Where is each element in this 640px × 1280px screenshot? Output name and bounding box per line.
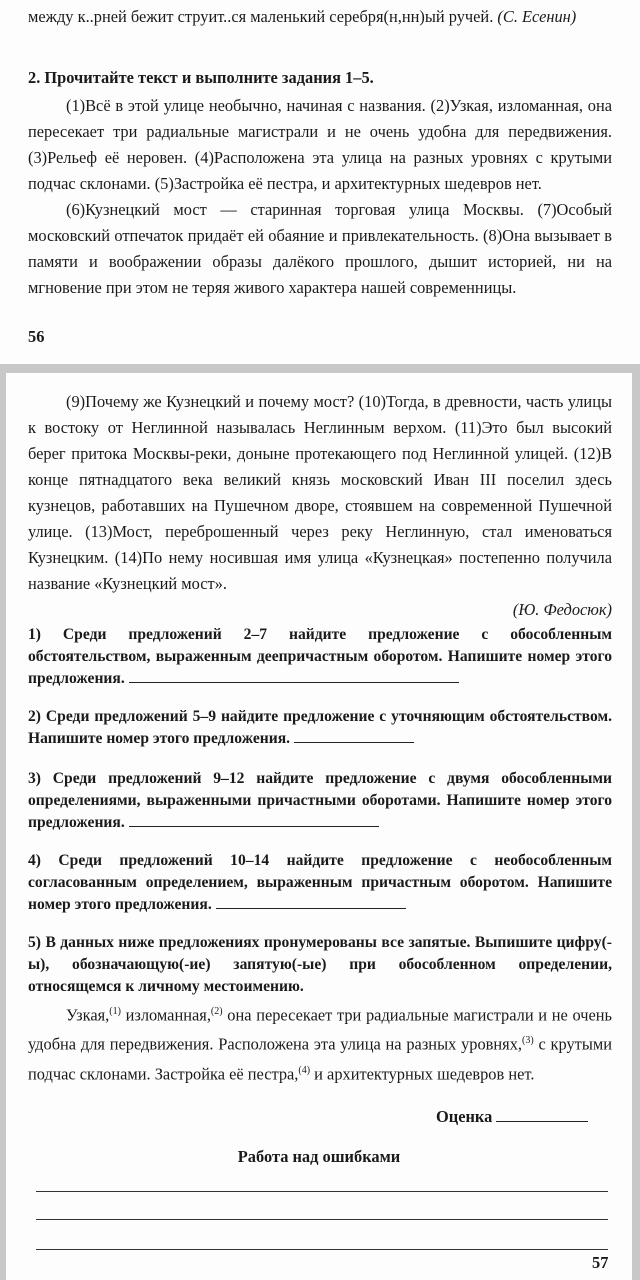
grade-label: Оценка xyxy=(436,1107,493,1126)
answer-blank[interactable] xyxy=(129,814,379,827)
page-number: 57 xyxy=(592,1253,609,1272)
answer-blank[interactable] xyxy=(129,670,459,683)
grade-field xyxy=(436,1107,588,1127)
comma-number: (4) xyxy=(298,1064,311,1076)
page-56 xyxy=(0,0,640,364)
comma-number: (1) xyxy=(109,1006,121,1017)
writing-line[interactable] xyxy=(36,1191,608,1192)
author: (Ю. Федосюк) xyxy=(512,600,612,619)
comma-number: (3) xyxy=(522,1035,534,1047)
writing-line[interactable] xyxy=(36,1219,608,1220)
task-text: 2) Среди предложений 5–9 найдите предложение с уточняющим обстоятельством. Напишите номер этого предложения. xyxy=(28,708,612,747)
paragraph: (9)Почему же Кузнецкий и почему мост? (10)Тогда, в древности, часть улицы к востоку от Неглинной называлась Неглинным верхом. (11)Это был высокий берег притока Москвы-реки, доныне протекающего под Неглинной улицей. (12)В конце пятнадцатого века великий князь московский Иван III поселил здесь кузнецов, работавших на Пушечном дворе, стоявшем на современной Пушечной улице. (13)Мост, переброшенный через реку Неглинную, стал именоваться Кузнецким. (14)По нему носившая имя улица «Кузнецкая» постепенно получила название «Кузнецкий мост». xyxy=(28,392,612,593)
page-57 xyxy=(6,373,632,1280)
text-block xyxy=(28,93,612,301)
tail-text: между к..рней бежит струит..ся маленький серебря(н,нн)ый ручей. xyxy=(28,7,494,26)
paragraph xyxy=(28,999,612,1087)
task-5 xyxy=(28,932,612,998)
answer-blank[interactable] xyxy=(294,730,414,743)
paragraph: (6)Кузнецкий мост — старинная торговая улица Москвы. (7)Особый московский отпечаток придаёт ей обаяние и привлекательность. (8)Она вызывает в памяти и воображении образы далёкого прошлого, дышит историей, ни на мгновение при этом не теряя живого характера нашей современницы. xyxy=(28,200,612,297)
text: с крутыми подчас склонами. Застройка её пестра, xyxy=(28,1034,612,1084)
task-5-sentences xyxy=(28,999,612,1087)
paragraph: (1)Всё в этой улице необычно, начиная с названия. (2)Узкая, изломанная, она пересекает три радиальные магистрали и не очень удобна для передвижения. (3)Рельеф её неровен. (4)Расположена эта улица на разных уровнях с крутыми подчас склонами. (5)Застройка её пестра, и архитектурных шедевров нет. xyxy=(28,96,612,193)
task-4 xyxy=(28,850,612,916)
task-text: 3) Среди предложений 9–12 найдите предложение с двумя обособленными определениями, выраженными причастными оборотами. Напишите номер этого предложения. xyxy=(28,770,612,831)
previous-exercise-tail xyxy=(28,4,612,29)
comma-number: (2) xyxy=(210,1006,223,1017)
task-3 xyxy=(28,768,612,834)
answer-blank[interactable] xyxy=(216,896,406,909)
errors-heading: Работа над ошибками xyxy=(237,1147,401,1166)
text-block xyxy=(28,389,612,623)
writing-line[interactable] xyxy=(36,1249,608,1250)
grade-blank[interactable] xyxy=(496,1109,588,1122)
text: она пересекает три радиальные магистрали и не очень удобна для передвижения. Расположена эта улица на разных уровнях, xyxy=(28,1005,612,1054)
text: изломанная, xyxy=(120,1005,211,1025)
task-2 xyxy=(28,706,612,750)
page-number: 56 xyxy=(28,327,45,346)
tail-author: (С. Есенин) xyxy=(497,7,577,26)
text: Узкая, xyxy=(66,1005,110,1025)
text: и архитектурных шедевров нет. xyxy=(310,1064,535,1084)
task-text: 5) В данных ниже предложениях пронумерованы все запятые. Выпишите цифру(-ы), обозначающую(-ие) запятую(-ые) при обособленном определении, относящемся к личному местоимению. xyxy=(28,934,612,995)
task-text: 1) Среди предложений 2–7 найдите предложение с обособленным обстоятельством, выраженным деепричастным оборотом. Напишите номер этого предложения. xyxy=(28,626,612,687)
task-1 xyxy=(28,624,612,690)
exercise-heading: 2. Прочитайте текст и выполните задания 1–5. xyxy=(28,68,374,87)
task-text: 4) Среди предложений 10–14 найдите предложение с необособленным согласованным определением, выраженным причастным оборотом. Напишите номер этого предложения. xyxy=(28,852,612,913)
